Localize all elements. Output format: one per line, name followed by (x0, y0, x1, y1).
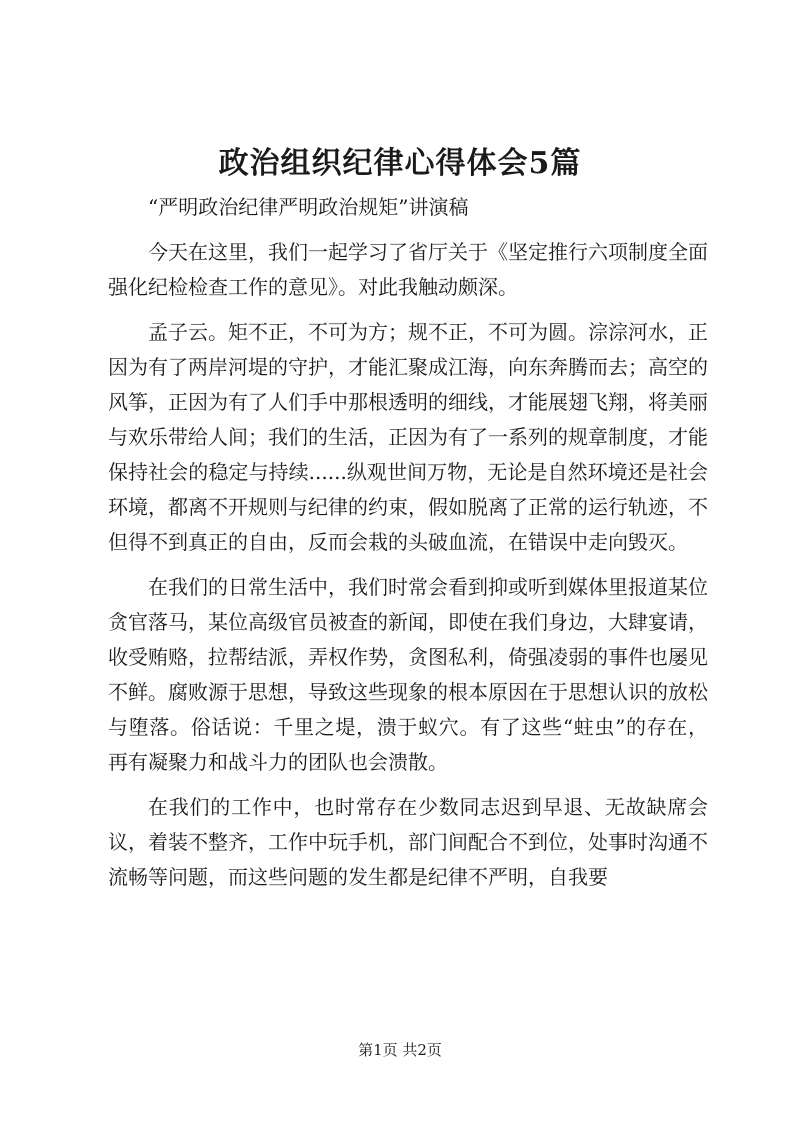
document-body (108, 190, 708, 905)
paragraph-mencius: 孟子云。矩不正，不可为方；规不正，不可为圆。淙淙河水，正因为有了两岸河堤的守护，才能汇聚成江海，向东奔腾而去；高空的风筝，正因为有了人们手中那根透明的细线，才能展翅飞翔，将美丽与欢乐带给人间；我们的生活，正因为有了一系列的规章制度，才能保持社会的稳定与持续......纵观世间万物，无论是自然环境还是社会环境，都离不开规则与纪律的约束，假如脱离了正常的运行轨迹，不但得不到真正的自由，反而会栽的头破血流，在错误中走向毁灭。 (108, 320, 708, 554)
page-number-footer: 第1页 共2页 (358, 1041, 442, 1059)
document-subtitle: “严明政治纪律严明政治规矩”讲演稿 (148, 195, 469, 219)
paragraph-daily-life: 在我们的日常生活中，我们时常会看到抑或听到媒体里报道某位贪官落马，某位高级官员被查的新闻，即使在我们身边，大肆宴请，收受贿赂，拉帮结派，弄权作势，贪图私利，倚强凌弱的事件也屡见不鲜。腐败源于思想，导致这些现象的根本原因在于思想认识的放松与堕落。俗话说：千里之堤，溃于蚁穴。有了这些“蛀虫”的存在，再有凝聚力和战斗力的团队也会溃散。 (108, 575, 708, 774)
document-title: 政治组织纪律心得体会5篇 (218, 146, 582, 181)
paragraph-intro: 今天在这里，我们一起学习了省厅关于《坚定推行六项制度全面强化纪检检查工作的意见》。对此我触动颇深。 (108, 240, 708, 299)
paragraph-work: 在我们的工作中，也时常存在少数同志迟到早退、无故缺席会议，着装不整齐，工作中玩手机，部门间配合不到位，处事时沟通不流畅等问题，而这些问题的发生都是纪律不严明，自我要 (108, 795, 708, 889)
